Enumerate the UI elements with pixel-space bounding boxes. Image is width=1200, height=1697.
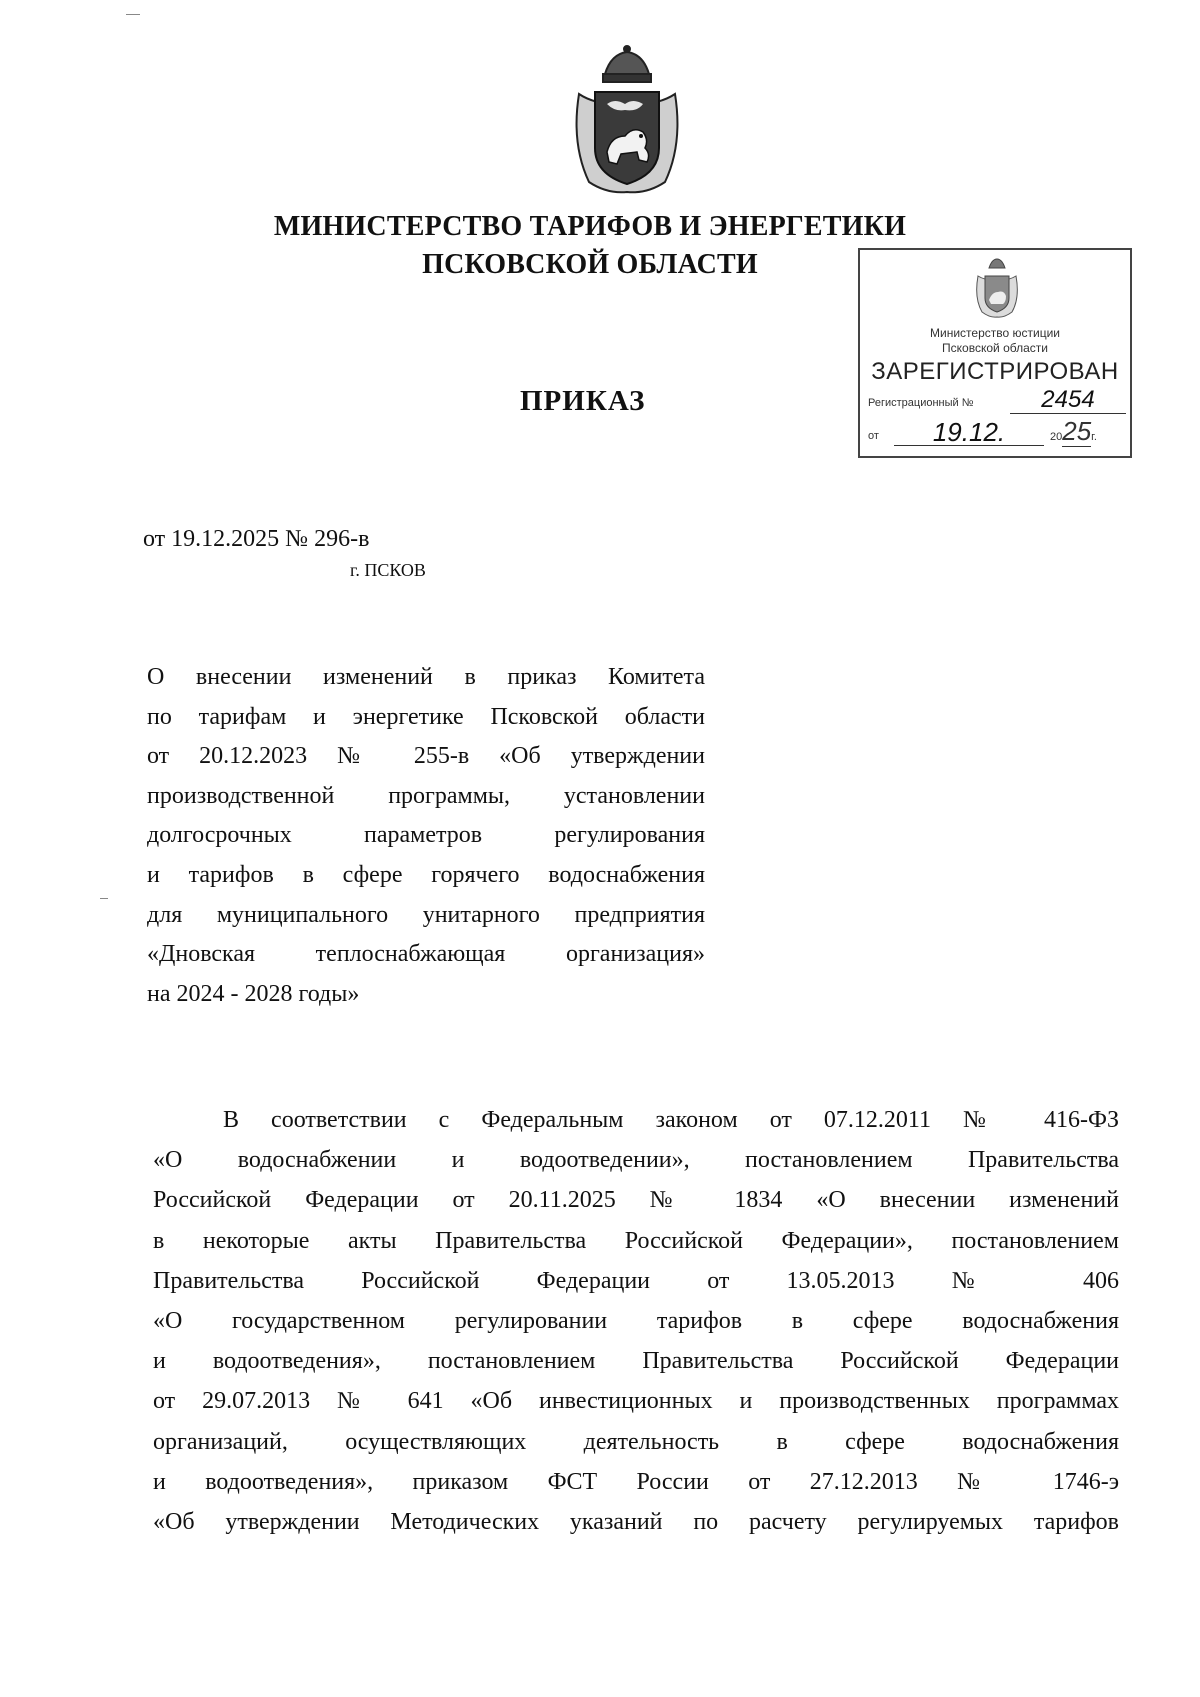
order-date-number: от 19.12.2025 № 296-в (143, 526, 370, 552)
document-type: ПРИКАЗ (520, 385, 646, 417)
stamp-organization (860, 326, 1130, 356)
subject-line: О внесении изменений в приказ Комитета (147, 664, 705, 690)
body-line: «О государственном регулировании тарифов в сфере водоснабжения (153, 1308, 1119, 1335)
stamp-emblem-icon (972, 256, 1022, 320)
stamp-date-value: 19.12. (894, 419, 1044, 446)
stamp-year-unit: г. (1091, 431, 1097, 443)
body-line: Российской Федерации от 20.11.2025 № 1834 «О внесении изменений (153, 1187, 1119, 1214)
stamp-reg-label: Регистрационный № (868, 397, 974, 409)
stamp-year-suffix: 25 (1062, 416, 1092, 446)
order-body (153, 1100, 1119, 1542)
body-line: «Об утверждении Методических указаний по расчету регулируемых тарифов (153, 1509, 1119, 1536)
scan-mark (126, 14, 140, 15)
coat-of-arms-icon (567, 44, 687, 196)
subject-line: на 2024 - 2028 годы» (147, 980, 360, 1007)
subject-line: от 20.12.2023 № 255-в «Об утверждении (147, 743, 705, 770)
subject-line: долгосрочных параметров регулирования (147, 822, 705, 849)
subject-line: и тарифов в сфере горячего водоснабжения (147, 861, 705, 888)
stamp-org-line1: Министерство юстиции (930, 326, 1060, 340)
subject-line: по тарифам и энергетике Псковской области (147, 703, 705, 730)
body-line: Правительства Российской Федерации от 13.05.2013 № 406 (153, 1267, 1119, 1294)
subject-line: «Дновская теплоснабжающая организация» (147, 941, 705, 968)
subject-line: производственной программы, установлении (147, 782, 705, 809)
body-line: от 29.07.2013 № 641 «Об инвестиционных и производственных программах (153, 1388, 1119, 1415)
stamp-date-label: от (868, 430, 879, 442)
body-line: в некоторые акты Правительства Российской Федерации», постановлением (153, 1227, 1119, 1254)
order-city: г. ПСКОВ (350, 560, 426, 580)
body-line: организаций, осуществляющих деятельность в сфере водоснабжения (153, 1428, 1119, 1455)
stamp-status: ЗАРЕГИСТРИРОВАН (871, 358, 1119, 385)
stamp-year (1050, 416, 1097, 447)
stamp-org-line2: Псковской области (942, 341, 1048, 355)
body-line: В соответствии с Федеральным законом от 07.12.2011 № 416-ФЗ (223, 1107, 1119, 1133)
subject-line: для муниципального унитарного предприятия (147, 901, 705, 928)
ministry-title-line2: ПСКОВСКОЙ ОБЛАСТИ (422, 249, 758, 280)
body-line: и водоотведения», приказом ФСТ России от 27.12.2013 № 1746-э (153, 1468, 1119, 1495)
stamp-reg-number: 2454 (1010, 387, 1126, 414)
body-line: и водоотведения», постановлением Правительства Российской Федерации (153, 1348, 1119, 1375)
scan-mark (100, 898, 108, 899)
registration-stamp (858, 248, 1132, 458)
order-subject (147, 658, 705, 1014)
ministry-title-line1: МИНИСТЕРСТВО ТАРИФОВ И ЭНЕРГЕТИКИ (273, 211, 907, 242)
stamp-year-prefix: 20 (1050, 431, 1063, 443)
ministry-title (230, 208, 950, 284)
body-line: «О водоснабжении и водоотведении», постановлением Правительства (153, 1147, 1119, 1174)
